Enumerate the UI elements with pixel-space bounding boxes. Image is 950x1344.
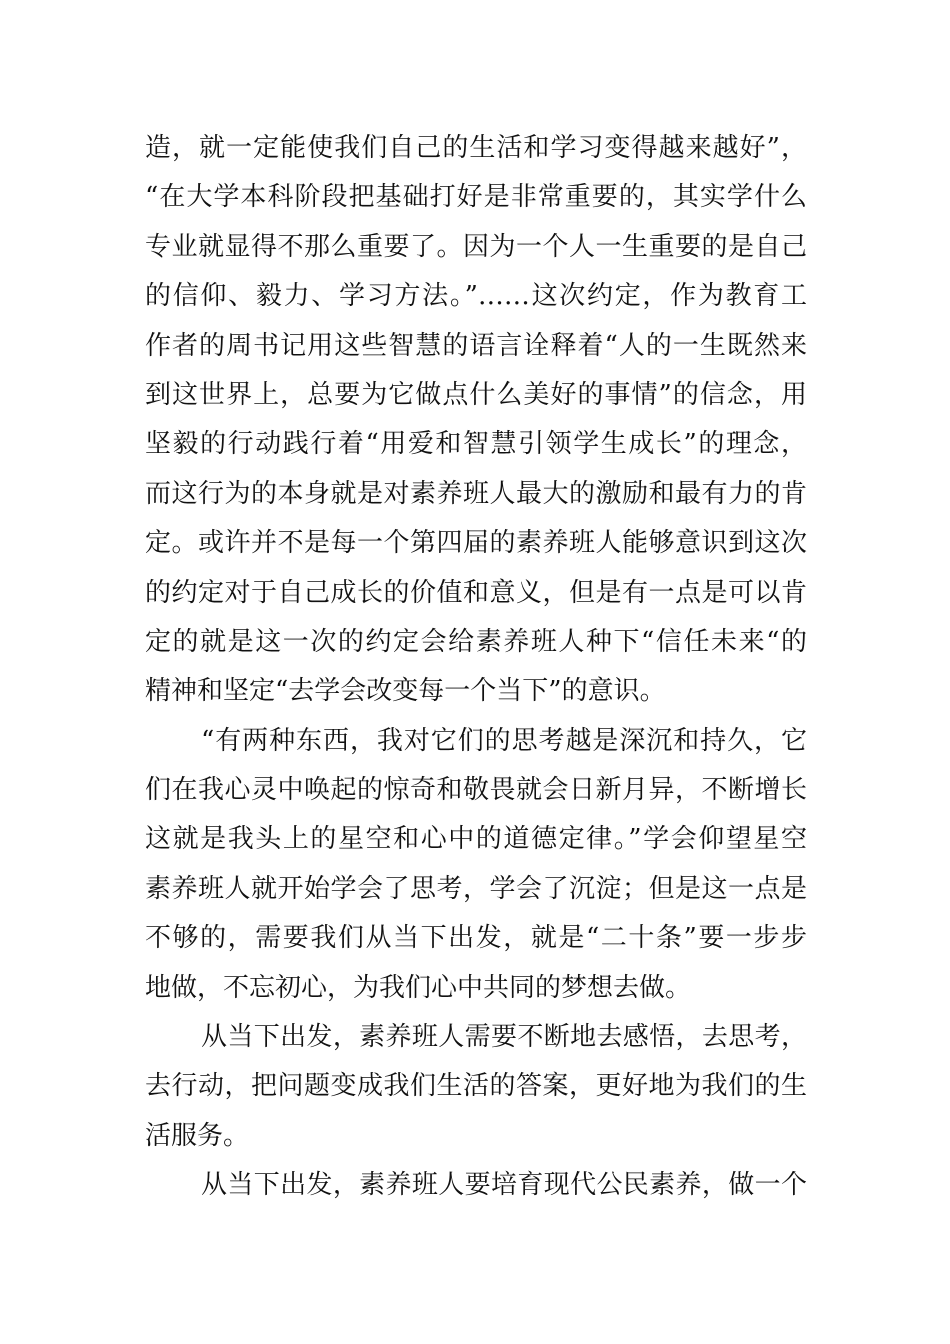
text-line: 从当下出发，素养班人需要不断地去感悟，去思考，	[201, 1022, 807, 1053]
text-line: 造，就一定能使我们自己的生活和学习变得越来越好”，	[145, 133, 807, 163]
text-line: 的约定对于自己成长的价值和意义，但是有一点是可以肯	[145, 577, 807, 608]
paragraph	[145, 717, 807, 1013]
text-line: 不够的，需要我们从当下出发，就是“二十条”要一步步	[145, 923, 807, 954]
text-line: “有两种东西，我对它们的思考越是深沉和持久，它	[201, 725, 807, 756]
text-line: 坚毅的行动践行着“用爱和智慧引领学生成长”的理念，	[145, 429, 807, 460]
text-line: 从当下出发，素养班人要培育现代公民素养，做一个	[201, 1170, 807, 1201]
text-line: 去行动，把问题变成我们生活的答案，更好地为我们的生	[145, 1071, 807, 1102]
body-text	[145, 124, 807, 1211]
text-line: 活服务。	[145, 1120, 250, 1151]
text-line: 到这世界上，总要为它做点什么美好的事情”的信念，用	[145, 379, 807, 410]
paragraph	[145, 124, 807, 717]
text-line: 精神和坚定“去学会改变每一个当下”的意识。	[145, 676, 666, 707]
paragraph	[145, 1013, 807, 1161]
text-line: 定的就是这一次的约定会给素养班人种下“信任未来“的	[145, 626, 807, 657]
text-line: 定。或许并不是每一个第四届的素养班人能够意识到这次	[145, 528, 807, 559]
text-line: 作者的周书记用这些智慧的语言诠释着“人的一生既然来	[145, 330, 807, 361]
text-line: “在大学本科阶段把基础打好是非常重要的，其实学什么	[145, 182, 807, 213]
text-line: 专业就显得不那么重要了。因为一个人一生重要的是自己	[145, 231, 807, 262]
text-line: 而这行为的本身就是对素养班人最大的激励和最有力的肯	[145, 478, 807, 509]
text-line: 的信仰、毅力、学习方法。”……这次约定，作为教育工	[145, 281, 807, 312]
text-line: 地做，不忘初心，为我们心中共同的梦想去做。	[145, 972, 692, 1003]
text-line: 素养班人就开始学会了思考，学会了沉淀；但是这一点是	[145, 873, 807, 904]
paragraph	[145, 1161, 807, 1210]
text-line: 这就是我头上的星空和心中的道德定律。”学会仰望星空	[145, 824, 807, 855]
text-line: 们在我心灵中唤起的惊奇和敬畏就会日新月异，不断增长	[145, 775, 807, 806]
